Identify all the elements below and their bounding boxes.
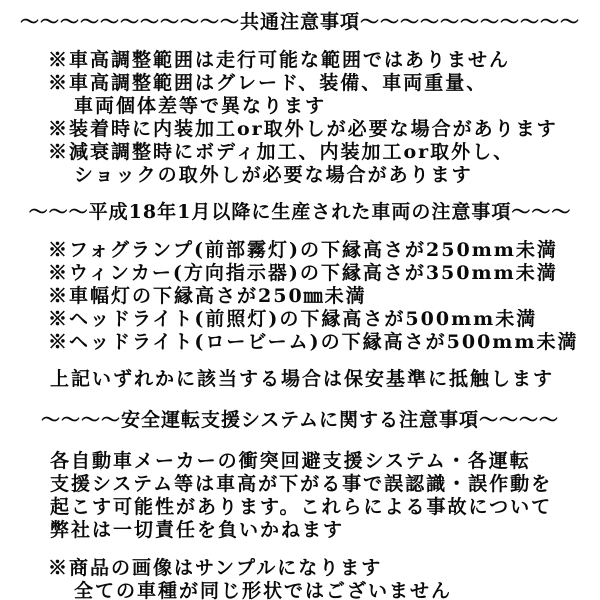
notice-line: ※車高調整範囲は走行可能な範囲ではありません — [48, 49, 511, 71]
notice-line: ショックの取外しが必要な場合があります — [74, 164, 473, 186]
safety-system-heading: ～～～～安全運転支援システムに関する注意事項～～～～ — [40, 409, 560, 431]
notice-line: ※商品の画像はサンプルになります — [48, 557, 383, 579]
notice-line: ※装着時に内装加工or取外しが必要な場合があります — [48, 118, 558, 140]
notice-line: ※車高調整範囲はグレード、装備、車両重量、 — [48, 72, 488, 94]
notice-line: 全ての車種が同じ形状ではございません — [74, 580, 453, 600]
notice-line: 支援システム等は車高が下がる事で誤認識・誤作動を — [50, 473, 553, 495]
notice-line: ※ヘッドライト(ロービーム)の下縁高さが500mm未満 — [48, 331, 579, 353]
notice-line: 各自動車メーカーの衝突回避支援システム・各運転 — [50, 450, 531, 472]
notice-line: 起こす可能性があります。これらによる事故について — [50, 496, 553, 518]
heisei18-notes-block — [0, 239, 600, 354]
notice-line: ※フォグランプ(前部霧灯)の下縁高さが250mm未満 — [48, 239, 558, 261]
notice-line: ※ウィンカー(方向指示器)の下縁高さが350mm未満 — [48, 262, 558, 284]
notice-line: 車両個体差等で異なります — [74, 95, 327, 117]
notice-line: ※減衰調整時にボディ加工、内装加工or取外し、 — [48, 141, 515, 163]
heisei18-notes-heading: ～～～平成18年1月以降に生産された車両の注意事項～～～ — [28, 201, 572, 223]
heisei18-conclusion: 上記いずれかに該当する場合は保安基準に抵触します — [50, 368, 555, 390]
common-notes-heading: ～～～～～～～～～～～共通注意事項～～～～～～～～～～～ — [19, 11, 580, 33]
sample-note-block — [0, 557, 600, 600]
common-notes-block — [0, 49, 600, 187]
notice-line: ※ヘッドライト(前照灯)の下縁高さが500mm未満 — [48, 308, 538, 330]
notice-line: ※車幅灯の下縁高さが250㎜未満 — [48, 285, 367, 307]
notice-line: 弊社は一切責任を負いかねます — [50, 519, 345, 541]
safety-system-paragraph — [0, 450, 600, 542]
